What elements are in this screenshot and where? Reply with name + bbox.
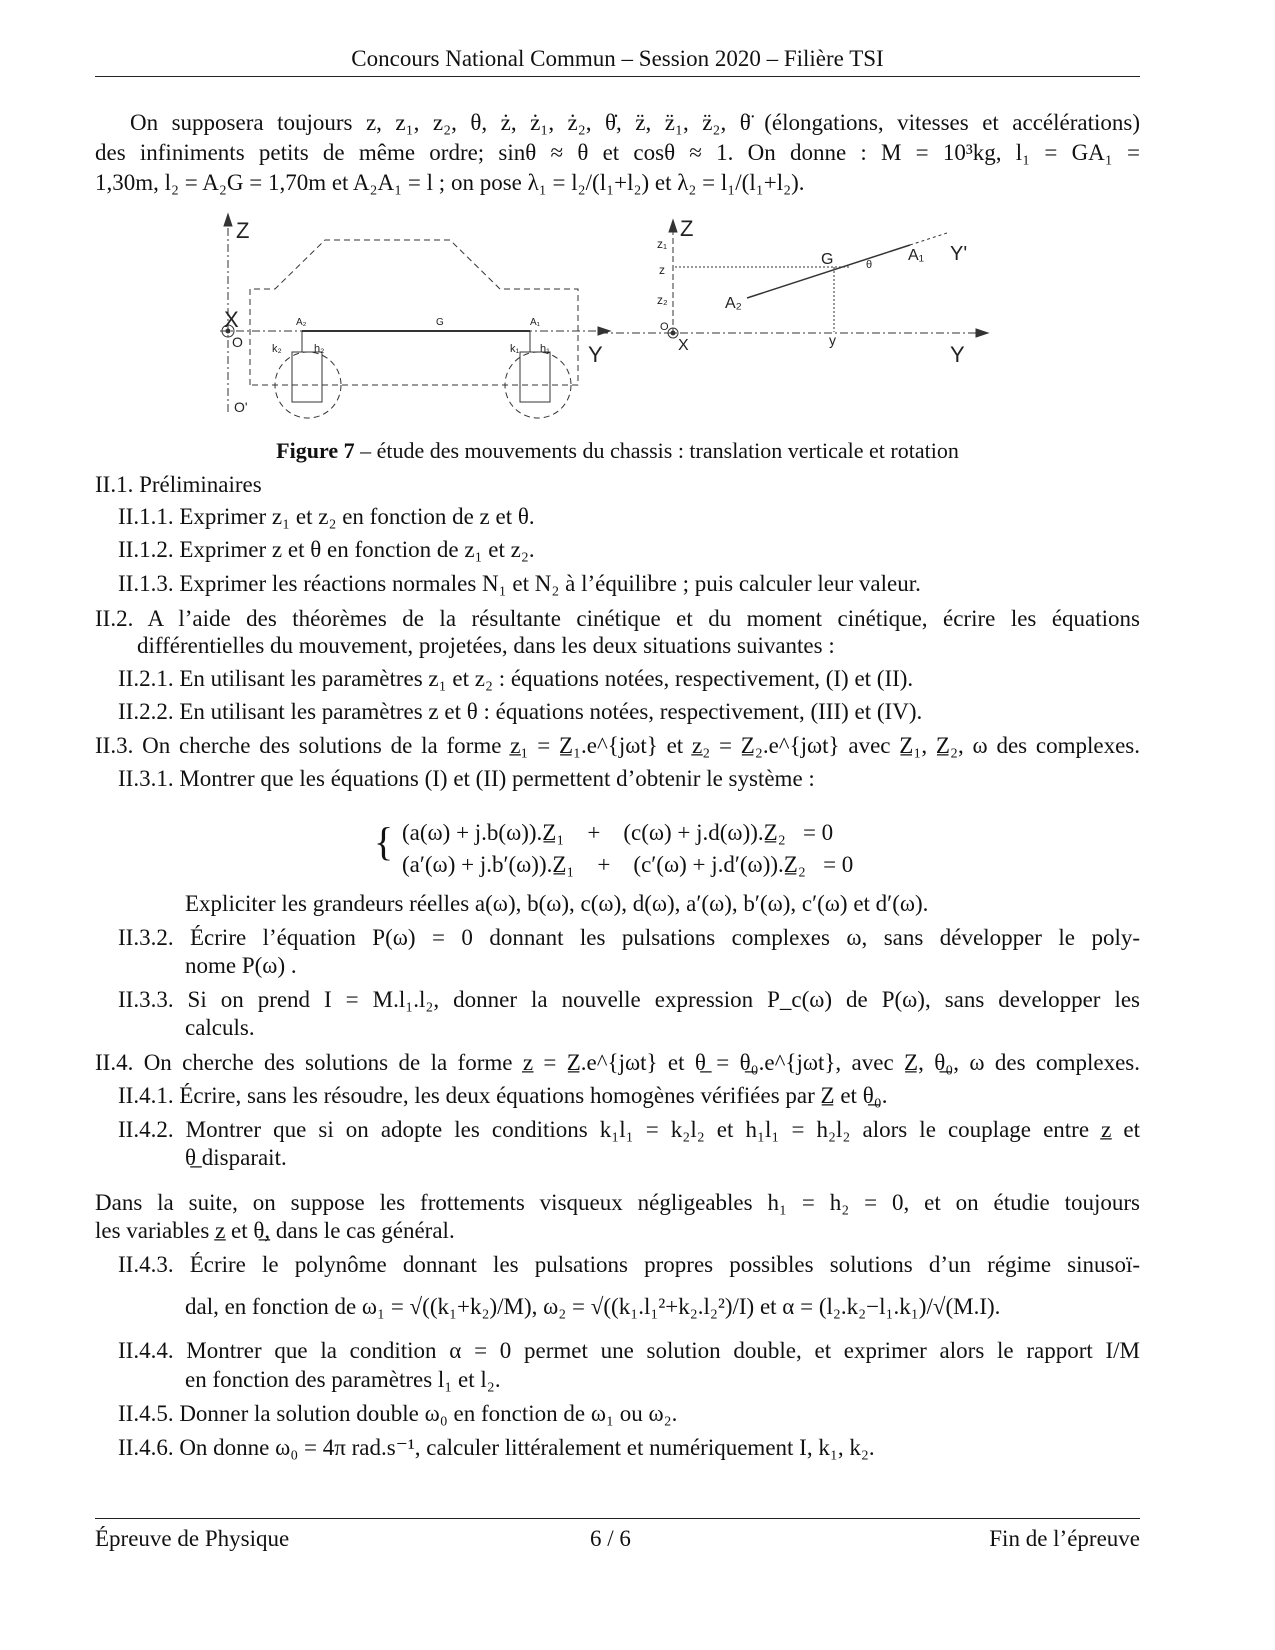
point-a1-right: A₁ [908,247,925,264]
axis-label-z-right: Z [680,216,694,241]
question-item: dal, en fonction de ω₁ = √((k₁+k₂)/M), ω₂ = √((k₁.l₁²+k₂.l₂²)/I) et α = (l₂.k₂−l₁.k₁)/√(M.I). [185,1294,1001,1319]
origin-label-right: O [660,321,669,333]
footer-right: Fin de l’épreuve [989,1526,1140,1551]
axis-label-z: Z [236,218,250,243]
question-item: II.2. A l’aide des théorèmes de la résultante cinétique et du moment cinétique, écrire les équations [95,606,1140,631]
question-item: calculs. [185,1015,255,1040]
question-item: II.4.3. Écrire le polynôme donnant les pulsations propres possibles solutions d’un régime sinusoï- [118,1252,1140,1277]
point-a2-right: A₂ [725,295,742,312]
left-diagram [220,214,610,418]
question-item: II.3.3. Si on prend I = M.l₁.l₂, donner la nouvelle expression P_c(ω) de P(ω), sans developper les [118,987,1140,1012]
question-item: II.2.2. En utilisant les paramètres z et θ : équations notées, respectivement, (III) et (IV). [118,699,923,724]
label-y: y [829,332,836,348]
damper-h1: h₁ [540,343,550,355]
footer-left: Épreuve de Physique [95,1526,290,1551]
spring-k2: k₂ [272,343,282,355]
angle-theta: θ [866,259,873,271]
question-item: II.4.2. Montrer que si on adopte les conditions k₁l₁ = k₂l₂ et h₁l₁ = h₂l₂ alors le couplage entre z̲ et [118,1117,1140,1142]
section-heading: II.1. Préliminaires [95,472,262,497]
question-item: II.1.2. Exprimer z et θ en fonction de z₁ et z₂. [118,537,535,562]
page-number: 6 / 6 [590,1526,631,1551]
damper-h2: h₂ [314,343,325,355]
question-item: θ̲ disparait. [185,1145,287,1170]
question-item: II.3.2. Écrire l’équation P(ω) = 0 donnant les pulsations complexes ω, sans développer le poly- [118,925,1140,950]
question-item: II.4.4. Montrer que la condition α = 0 permet une solution double, et exprimer alors le rapport I/M [118,1338,1140,1363]
figure-caption [95,437,1140,465]
label-z2: z₂ [657,293,668,307]
equation-line: (a′(ω) + j.b′(ω)).Z̲₁ + (c′(ω) + j.d′(ω)).Z̲₂ = 0 [402,852,854,877]
question-item: II.2.1. En utilisant les paramètres z₁ et z₂ : équations notées, respectivement, (I) et (II). [118,666,914,691]
paragraph-line: Dans la suite, on suppose les frottements visqueux négligeables h₁ = h₂ = 0, et on étudie toujours [95,1190,1140,1215]
point-a2: A₂ [296,317,307,328]
axis-label-x-right: X [678,337,689,354]
axis-label-y-right: Y [950,342,965,367]
question-item: II.1.3. Exprimer les réactions normales N₁ et N₂ à l’équilibre ; puis calculer leur valeur. [118,571,921,596]
intro-line: 1,30m, l₂ = A₂G = 1,70m et A₂A₁ = l ; on pose λ₁ = l₂/(l₁+l₂) et λ₂ = l₁/(l₁+l₂). [95,170,805,195]
point-a1: A₁ [530,317,541,328]
question-item: II.3. On cherche des solutions de la forme z̲₁ = Z̲₁.e^{jωt} et z̲₂ = Z̲₂.e^{jωt} avec Z̲₁, Z̲₂, ω des complexes. [95,733,1140,758]
point-g: G [436,317,444,328]
header-rule [95,76,1140,77]
origin-prime-label: O' [234,399,248,415]
axis-label-x: X [224,307,239,332]
question-item: différentielles du mouvement, projetées, dans les deux situations suivantes : [137,633,835,658]
figure-caption-label: Figure 7 [276,438,355,463]
intro-line: On supposera toujours z, z₁, z₂, θ, ż, ż₁, ż₂, θ̇, z̈, z̈₁, z̈₂, θ̈ (élongations, vitesses et accélérations) [130,110,1140,135]
question-item: II.4. On cherche des solutions de la forme z̲ = Z̲.e^{jωt} et θ̲ = θ̲₀.e^{jωt}, avec Z̲, θ̲₀, ω des complexes. [95,1050,1140,1075]
footer-rule [95,1518,1140,1519]
question-item: en fonction des paramètres l₁ et l₂. [185,1367,501,1392]
page-header: Concours National Commun – Session 2020 – Filière TSI [351,46,884,71]
brace: { [374,819,394,864]
spring-k1: k₁ [510,343,520,355]
point-g-right: G [821,251,834,268]
question-item: II.3.1. Montrer que les équations (I) et (II) permettent d’obtenir le système : [118,766,815,791]
label-z: z [659,263,665,277]
axis-label-y-prime: Y' [950,243,968,265]
axis-label-y: Y [588,342,603,367]
question-item: II.1.1. Exprimer z₁ et z₂ en fonction de z et θ. [118,504,535,529]
question-item: II.4.6. On donne ω₀ = 4π rad.s⁻¹, calculer littéralement et numériquement I, k₁, k₂. [118,1435,875,1460]
intro-line: des infiniments petits de même ordre; sinθ ≈ θ et cosθ ≈ 1. On donne : M = 10³kg, l₁ = GA₁ = [95,140,1140,165]
question-item: Expliciter les grandeurs réelles a(ω), b(ω), c(ω), d(ω), a′(ω), b′(ω), c′(ω) et d′(ω). [185,891,929,916]
figure-caption-text: – étude des mouvements du chassis : translation verticale et rotation [354,438,959,463]
question-item: II.4.5. Donner la solution double ω₀ en fonction de ω₁ ou ω₂. [118,1401,678,1426]
equation-line: (a(ω) + j.b(ω)).Z̲₁ + (c(ω) + j.d(ω)).Z̲₂ = 0 [402,820,834,845]
label-z1: z₁ [657,237,668,251]
paragraph-line: les variables z̲ et θ̲, dans le cas général. [95,1218,455,1243]
figure-7 [210,212,1010,422]
origin-label: O [232,334,243,350]
question-item: II.4.1. Écrire, sans les résoudre, les deux équations homogènes vérifiées par Z̲ et θ̲₀. [118,1083,888,1108]
question-item: nome P(ω) . [185,953,297,978]
